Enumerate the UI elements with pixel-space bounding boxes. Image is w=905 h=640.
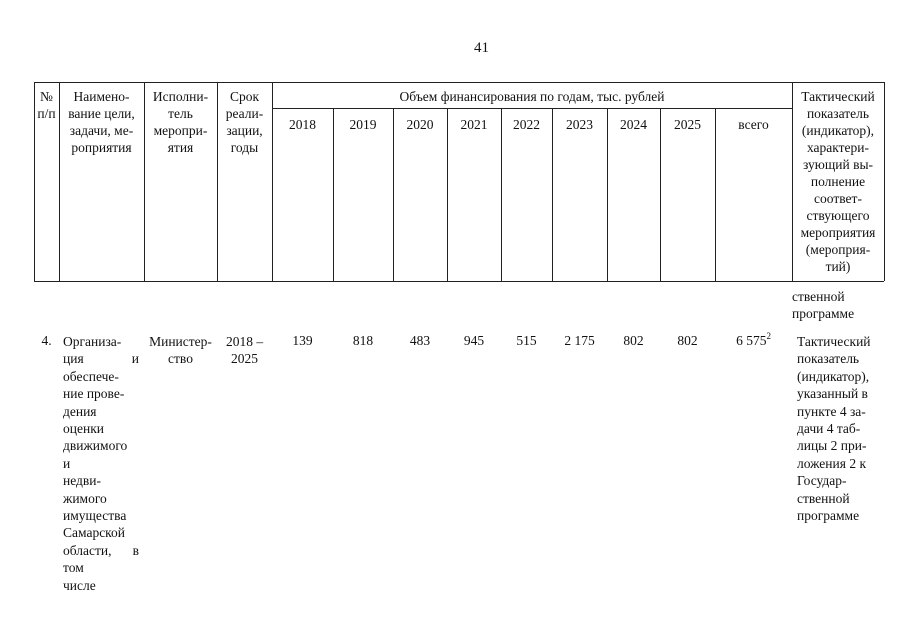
row-indicator: Тактический показатель (индикатор), указанный в пункте 4 за- дачи 4 таб- лицы 2 при- ложения 2 к Государ- ственной программе — [797, 334, 871, 524]
row-number: 4. — [41, 333, 52, 348]
row-executor: Министер- ство — [149, 334, 212, 367]
row-name-line: ция и — [63, 351, 139, 367]
row-name-line: имущества — [63, 508, 127, 524]
row-name-line: дения — [63, 403, 97, 419]
header-year: 2020 — [406, 117, 434, 132]
row-value-2021: 945 — [463, 333, 485, 348]
row-name-line: обеспече- — [63, 368, 119, 384]
header-indicator: Тактический показатель (индикатор), характери- зующий вы- полнение соответ- ствующего мероприятия (мероприя- тий) — [800, 89, 876, 274]
row-total-footnote: 2 — [766, 331, 771, 341]
row-value-2018: 139 — [292, 333, 313, 348]
header-number: № п/п — [37, 89, 56, 121]
row-value-2024: 802 — [623, 333, 644, 348]
carryover-text: ственной программе — [792, 289, 855, 321]
header-year: 2021 — [460, 117, 488, 132]
header-year: 2024 — [620, 117, 647, 132]
row-name-line: и недви- — [63, 455, 102, 489]
row-name-line: том числе — [63, 560, 96, 593]
header-year: 2018 — [289, 117, 316, 132]
row-term: 2018 – 2025 — [225, 334, 264, 367]
row-name-line: жимого — [63, 490, 107, 506]
header-year: 2022 — [513, 117, 540, 132]
row-value-2025: 802 — [677, 333, 698, 348]
header-total: всего — [738, 117, 769, 132]
row-value-2023: 2 175 — [564, 333, 595, 348]
row-name-line: ние прове- — [63, 386, 125, 402]
header-year: 2023 — [566, 117, 593, 132]
row-value-2022: 515 — [516, 333, 537, 348]
row-name-line: Организа- — [63, 334, 122, 349]
header-funding-title: Объем финансирования по годам, тыс. рублей — [399, 89, 665, 104]
page-number: 41 — [474, 40, 489, 56]
row-name-line: Самарской — [63, 525, 126, 541]
row-value-2019: 818 — [352, 333, 374, 348]
header-executor: Исполни- тель меропри- ятия — [152, 89, 209, 155]
row-name-line: области, в — [63, 542, 139, 558]
row-value-2020: 483 — [409, 333, 431, 348]
header-term: Срок реали- зации, годы — [225, 89, 264, 155]
header-year: 2019 — [349, 117, 377, 132]
row-name — [63, 333, 139, 594]
row-name-line: оценки — [63, 421, 104, 437]
row-total-value: 6 575 — [736, 333, 767, 348]
header-name: Наимено- вание цели, задачи, ме- роприятия — [68, 89, 135, 155]
row-value-total — [715, 333, 792, 349]
row-name-line: движимого — [63, 438, 128, 454]
header-year: 2025 — [674, 117, 701, 132]
